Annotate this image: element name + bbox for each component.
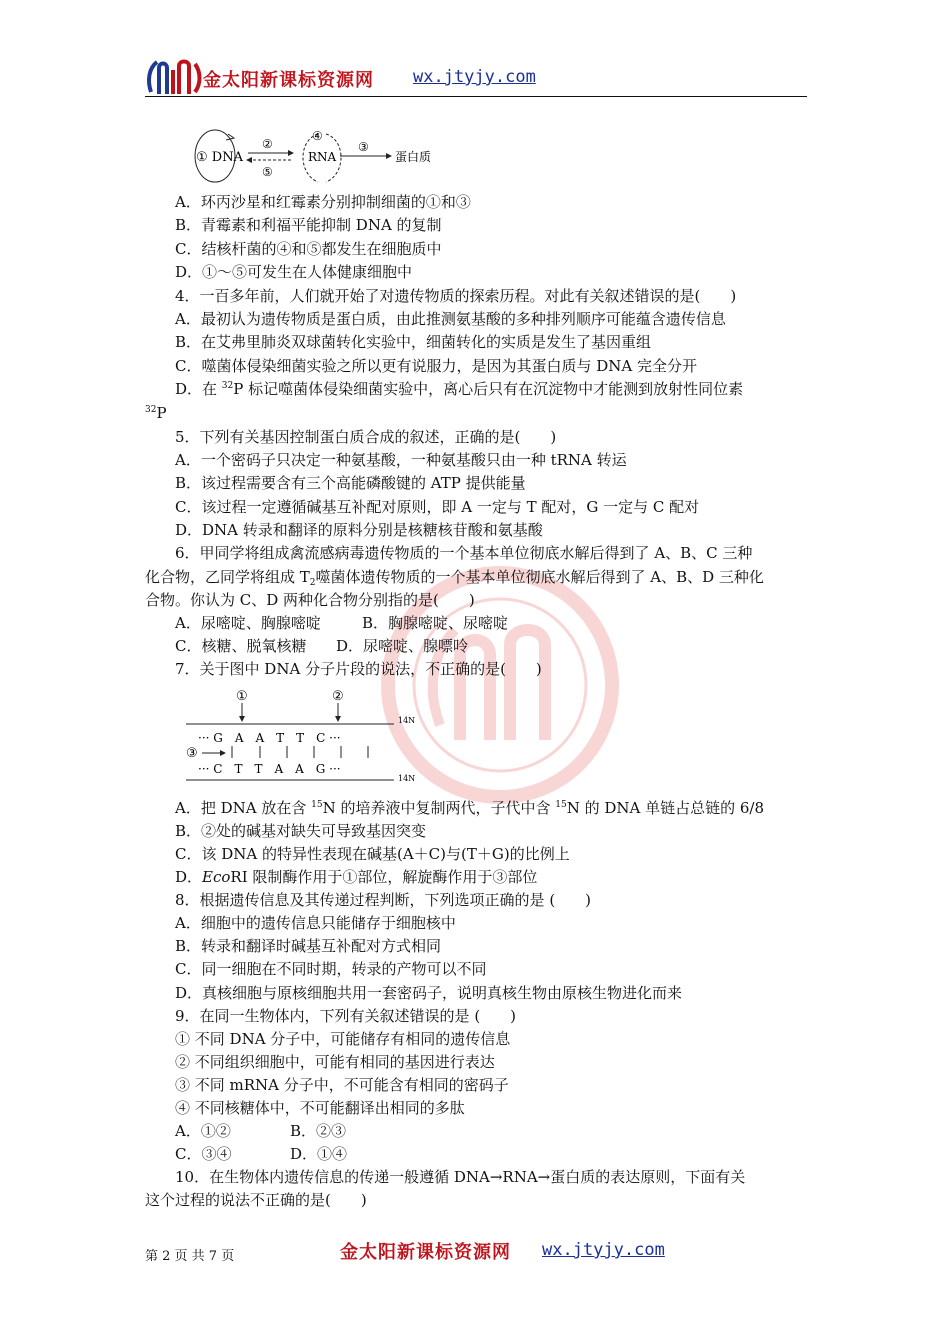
q9-statement-4: ④ 不同核糖体中，不可能翻译出相同的多肽 [175, 1099, 465, 1117]
logo-icon [145, 58, 203, 98]
q6-stem-line-1: 6．甲同学将组成禽流感病毒遗传物质的一个基本单位彻底水解后得到了 A、B、C 三种 [175, 544, 753, 562]
marker-3-label: ③ [186, 746, 198, 761]
bottom-strand-label: 14N [398, 774, 416, 782]
footer-brand: 金太阳新课标资源网 [340, 1242, 511, 1263]
header-url-link[interactable]: wx.jtyjy.com [413, 67, 536, 87]
q5-option-b: B．该过程需要含有三个高能磷酸键的 ATP 提供能量 [175, 474, 526, 492]
rna-label: RNA [308, 150, 337, 164]
q10-stem-line-1: 10．在生物体内遗传信息的传递一般遵循 DNA→RNA→蛋白质的表达原则，下面有关 [175, 1168, 746, 1186]
q3-option-d: D．①～⑤可发生在人体健康细胞中 [175, 263, 413, 281]
marker-2-label: ② [332, 689, 344, 704]
q9-statement-3: ③ 不同 mRNA 分子中，不可能含有相同的密码子 [175, 1076, 509, 1094]
q8-stem: 8．根据遗传信息及其传递过程判断，下列选项正确的是 ( ) [175, 891, 592, 909]
top-strand-bases: ··· G A A T T C ··· [198, 731, 341, 745]
footer-url-link[interactable]: wx.jtyjy.com [542, 1240, 665, 1260]
q4-option-c: C．噬菌体侵染细菌实验之所以更有说服力，是因为其蛋白质与 DNA 完全分开 [175, 357, 698, 375]
q10-stem-line-2: 这个过程的说法不正确的是( ) [145, 1191, 367, 1209]
dna-fragment-diagram [186, 688, 426, 782]
q9-option-b: B．②③ [290, 1122, 347, 1140]
page-number: 第 2 页 共 7 页 [145, 1249, 235, 1264]
q8-option-a: A．细胞中的遗传信息只能储存于细胞核中 [175, 914, 456, 932]
q3-option-c: C．结核杆菌的④和⑤都发生在细胞质中 [175, 240, 442, 258]
q9-statement-2: ② 不同组织细胞中，可能有相同的基因进行表达 [175, 1053, 495, 1071]
q4-option-d-continued: $^{32}$P [145, 404, 167, 422]
q9-option-a: A．①② [175, 1122, 231, 1140]
bottom-strand-bases: ··· C T T A A G ··· [198, 762, 341, 776]
q6-option-c: C．核糖、脱氧核糖 [175, 637, 307, 655]
q9-statement-1: ① 不同 DNA 分子中，可能储存有相同的遗传信息 [175, 1030, 511, 1048]
header-divider [145, 96, 807, 97]
q7-option-a: A．把 DNA 放在含 $^{15}$N 的培养液中复制两代，子代中含 $^{15}$N 的 DNA 单链占总链的 6/8 [175, 799, 765, 817]
q7-stem: 7．关于图中 DNA 分子片段的说法，不正确的是( ) [175, 660, 542, 678]
q8-option-d: D．真核细胞与原核细胞共用一套密码子，说明真核生物由原核生物进化而来 [175, 984, 683, 1002]
q9-option-d: D．①④ [290, 1145, 348, 1163]
q5-stem: 5．下列有关基因控制蛋白质合成的叙述，正确的是( ) [175, 428, 557, 446]
top-strand-label: 14N [398, 716, 416, 725]
q7-option-b: B．②处的碱基对缺失可导致基因突变 [175, 822, 427, 840]
q9-option-c: C．③④ [175, 1145, 232, 1163]
step-3-label: ③ [358, 140, 369, 154]
q3-option-a: A．环丙沙星和红霉素分别抑制细菌的①和③ [175, 193, 471, 211]
q5-option-c: C．该过程一定遵循碱基互补配对原则，即 A 一定与 T 配对，G 一定与 C 配对 [175, 498, 700, 516]
step-2-label: ② [262, 137, 273, 151]
q6-stem-line-3: 合物。你认为 C、D 两种化合物分别指的是( ) [145, 591, 475, 609]
q6-option-d: D．尿嘧啶、腺嘌呤 [336, 637, 469, 655]
hydrogen-bonds [232, 746, 368, 758]
q8-option-b: B．转录和翻译时碱基互补配对方式相同 [175, 937, 442, 955]
q6-stem-line-2: 化合物，乙同学将组成 $T_2$噬菌体遗传物质的一个基本单位彻底水解后得到了 A、B、D 三种化 [145, 568, 764, 588]
page-header [145, 58, 807, 98]
q6-option-b: B．胸腺嘧啶、尿嘧啶 [362, 614, 509, 632]
q4-option-b: B．在艾弗里肺炎双球菌转化实验中，细菌转化的实质是发生了基因重组 [175, 333, 652, 351]
header-brand: 金太阳新课标资源网 [203, 70, 374, 91]
q5-option-d: D．DNA 转录和翻译的原料分别是核糖核苷酸和氨基酸 [175, 521, 543, 539]
q4-option-a: A．最初认为遗传物质是蛋白质，由此推测氨基酸的多种排列顺序可能蕴含遗传信息 [175, 310, 726, 328]
marker-1-label: ① [236, 689, 248, 704]
protein-label: 蛋白质 [395, 150, 432, 164]
dna-label: ① DNA [196, 150, 243, 165]
step-4-label: ④ [312, 129, 323, 143]
q6-option-a: A．尿嘧啶、胸腺嘧啶 [175, 614, 321, 632]
q7-option-c: C．该 DNA 的特异性表现在碱基(A＋C)与(T＋G)的比例上 [175, 845, 570, 863]
q4-option-d: D．在 $^{32}$P 标记噬菌体侵染细菌实验中，离心后只有在沉淀物中才能测到放射性同位素 [175, 380, 744, 398]
q4-stem: 4．一百多年前，人们就开始了对遗传物质的探索历程。对此有关叙述错误的是( ) [175, 287, 737, 305]
step-5-label: ⑤ [262, 165, 273, 179]
central-dogma-diagram [190, 126, 440, 186]
q3-option-b: B．青霉素和利福平能抑制 DNA 的复制 [175, 216, 442, 234]
q8-option-c: C．同一细胞在不同时期，转录的产物可以不同 [175, 960, 487, 978]
q9-stem: 9．在同一生物体内，下列有关叙述错误的是 ( ) [175, 1007, 517, 1025]
q7-option-d: D．EcoRI 限制酶作用于①部位，解旋酶作用于③部位 [175, 868, 538, 886]
q5-option-a: A．一个密码子只决定一种氨基酸，一种氨基酸只由一种 tRNA 转运 [175, 451, 627, 469]
